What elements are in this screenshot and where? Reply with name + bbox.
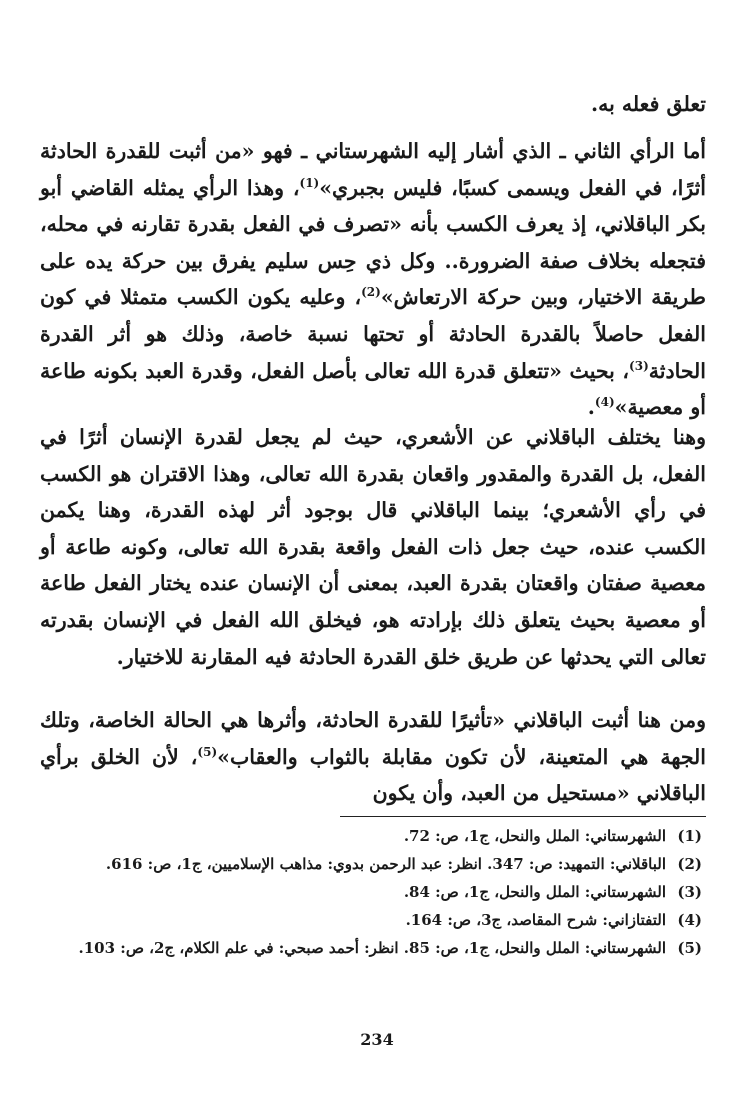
footnote-reference: (4) <box>594 395 615 410</box>
footnote-number: (3) <box>677 883 702 901</box>
footnote-number: (2) <box>677 855 702 873</box>
footnote-text: الشهرستاني: الملل والنحل، ج1، ص: 84. <box>403 883 666 901</box>
footnote-number: (4) <box>677 911 702 929</box>
footnote-item <box>40 824 706 848</box>
paragraph-continuation: تعلق فعله به. <box>590 92 706 116</box>
footnote-reference: (3) <box>629 358 649 373</box>
footnote-reference: (1) <box>299 175 320 190</box>
paragraph-baqillani-difference: وهنا يختلف الباقلاني عن الأشعري، حيث لم يجعل لقدرة الإنسان أثرًا في الفعل، بل القدرة والمقدور واقعان بقدرة الله تعالى، وهذا الاقتران هو الكسب في رأي الأشعري؛ بينما الباقلاني قال بوجود أثر لهذه القدرة، وهنا يكمن الكسب عنده، حيث جعل ذات الفعل واقعة بقدرة الله تعالى، وكونه طاعة أو معصية صفتان واقعتان بقدرة العبد، بمعنى أن الإنسان عنده يختار الفعل طاعة أو معصية بحيث يتعلق ذلك بإرادته هو، فيخلق الله الفعل في الإنسان بقدرته تعالى التي يحدثها عن طريق خلق القدرة الحادثة فيه المقارنة للاختيار. <box>40 425 706 669</box>
footnote-text: الباقلاني: التمهيد: ص: 347. انظر: عبد الرحمن بدوي: مذاهب الإسلاميين، ج1، ص: 616. <box>105 855 666 873</box>
footnote-divider <box>340 816 706 817</box>
paragraph-second-opinion: أما الرأي الثاني ـ الذي أشار إليه الشهرستاني ـ فهو «من أثبت للقدرة الحادثة أثرًا، في الفعل ويسمى كسبًا، فليس بجبري»$^{(1)}$، وهذا الرأي يمثله القاضي أبو بكر الباقلاني، إذ يعرف الكسب بأنه «تصرف في الفعل بقدرة تقارنه في محله، فتجعله بخلاف صفة الضرورة.. وكل ذي حِس سليم يفرق بين حركة يده على طريقة الاختيار، وبين حركة الارتعاش»$^{(2)}$، وعليه يكون الكسب متمثلا في كون الفعل حاصلاً بالقدرة الحادثة أو تحتها نسبة خاصة، وذلك هو أثر القدرة الحادثة$^{(3)}$، بحيث «تتعلق قدرة الله تعالى بأصل الفعل، وقدرة العبد بكونه طاعة أو معصية»$^{(4)}$. <box>40 139 706 420</box>
footnote-text: التفتازاني: شرح المقاصد، ج3، ص: 164. <box>405 911 666 929</box>
footnote-number: (1) <box>677 827 702 845</box>
footnotes-list <box>40 824 706 964</box>
footnote-text: الشهرستاني: الملل والنحل، ج1، ص: 85. انظر: أحمد صبحي: في علم الكلام، ج2، ص: 103. <box>78 939 666 957</box>
footnote-text: الشهرستاني: الملل والنحل، ج1، ص: 72. <box>403 827 666 845</box>
footnote-item <box>40 852 706 876</box>
paragraph-baqillani-effect: ومن هنا أثبت الباقلاني «تأثيرًا للقدرة الحادثة، وأثرها هي الحالة الخاصة، وتلك الجهة هي المتعينة، لأن تكون مقابلة بالثواب والعقاب»$^{(5)}$، لأن الخلق برأي الباقلاني «مستحيل من العبد، وأن يكون <box>40 708 706 806</box>
footnote-item <box>40 880 706 904</box>
page-number: 234 <box>360 1030 394 1049</box>
footnote-item <box>40 908 706 932</box>
footnote-reference: (2) <box>361 285 381 300</box>
footnote-item <box>40 936 706 960</box>
footnote-number: (5) <box>677 939 702 957</box>
footnote-reference: (5) <box>197 744 218 759</box>
